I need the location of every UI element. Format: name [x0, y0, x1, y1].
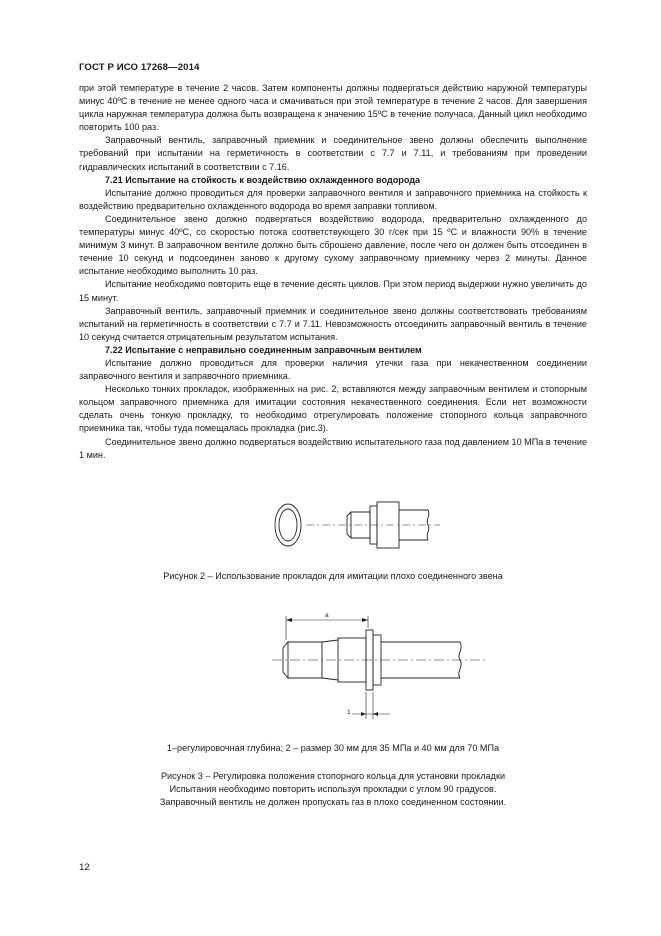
- figure-3-note-1: Испытания необходимо повторить используя прокладки с углом 90 градусов.: [169, 784, 497, 794]
- paragraph: Заправочный вентиль, заправочный приемник и соединительное звено должны обеспечить выполнение требований при испытании на герметичность в соответствии с 7.7 и 7.11, и требованиям при проведении гидравлических испытаний в соответствии с 7.16.: [79, 135, 587, 172]
- paragraph: Испытание должно проводиться для проверки заправочного вентиля и заправочного приемника на стойкость к воздействию предварительно охлажденного водорода во время заправки топливом.: [79, 187, 587, 211]
- paragraph: Соединительное звено должно подвергаться воздействию водорода, предварительно охлажденного до температуры минус 40ºC, со скоростью потока соответствующего 30 г/сек при 15 ºC и влажности 90% в течение минимум 3 минут. В заправочном вентиле должно быть сброшено давление, после чего он должен быть отсоединен в течение 10 секунд и подсоединен заново к другому сухому заправочному приемнику через 2 минуты. Данное испытание необходимо выполнить 10 раз.: [79, 213, 587, 277]
- paragraph: Испытание необходимо повторить еще в течение десять циклов. При этом период выдержки нужно увеличить до 15 минут.: [79, 279, 587, 303]
- figure-3-caption: Рисунок 3 – Регулировка положения стопорного кольца для установки прокладки: [160, 771, 506, 781]
- paragraph: Несколько тонких прокладок, изображенных на рис. 2, вставляются между заправочным вентилем и стопорным кольцом заправочного приемника для имитации состояния некачественного соединения. Если нет возможности сделать очень тонкую прокладку, то необходимо отрегулировать положение стопорного кольца заправочного приемника так, чтобы туда помещалась прокладка (рис.3).: [79, 384, 587, 434]
- figure-2-gasket-drawing: [268, 492, 440, 558]
- paragraph: Испытание должно проводиться для проверки наличия утечки газа при некачественном соединении заправочного вентиля и заправочного приемника.: [79, 357, 587, 382]
- document-header: ГОСТ Р ИСО 17268—2014: [79, 62, 200, 73]
- dimension-label-1: 1: [347, 709, 351, 716]
- figure-2-caption: Рисунок 2 – Использование прокладок для имитации плохо соединенного звена: [163, 571, 503, 581]
- paragraph: Заправочный вентиль, заправочный приемник и соединительное звено должны соответствовать требованиям испытаний на герметичность в соответствии с 7.7 и 7.11. Невозможность отсоединить заправочный вентиль в течение 10 секунд считается отрицательным результатом испытания.: [79, 305, 587, 342]
- gasket-inner: [279, 509, 297, 541]
- paragraph: Соединительное звено должно подвергаться воздействию испытательного газа под давлением 10 МПа в течение 1 мин.: [79, 436, 587, 460]
- document-body: [79, 82, 587, 462]
- dimension-label-a: a: [325, 612, 329, 619]
- section-heading-7-21: 7.21 Испытание на стойкость к воздействию охлажденного водорода: [105, 174, 421, 185]
- section-heading-7-22: 7.22 Испытание с неправильно соединенным заправочным вентилем: [105, 344, 422, 355]
- paragraph: при этой температуре в течение 2 часов. Затем компоненты должны подвергаться действию наружной температуры минус 40ºC в течение не менее одного часа и смачиваться при этой температуре в течение 2 часов. Для завершения цикла наружная температура должна быть возвращена к значению 15ºC в течение получаса. Данный цикл необходимо повторить 100 раз.: [79, 83, 587, 133]
- figure-3-note-2: Заправочный вентиль не должен пропускать газ в плохо соединенном состоянии.: [159, 797, 507, 807]
- figure-3-stop-ring-drawing: [268, 604, 488, 722]
- figure-3-legend: 1–регулировочная глубина; 2 – размер 30 мм для 35 МПа и 40 мм для 70 МПа: [166, 743, 500, 753]
- page-number: 12: [79, 862, 90, 873]
